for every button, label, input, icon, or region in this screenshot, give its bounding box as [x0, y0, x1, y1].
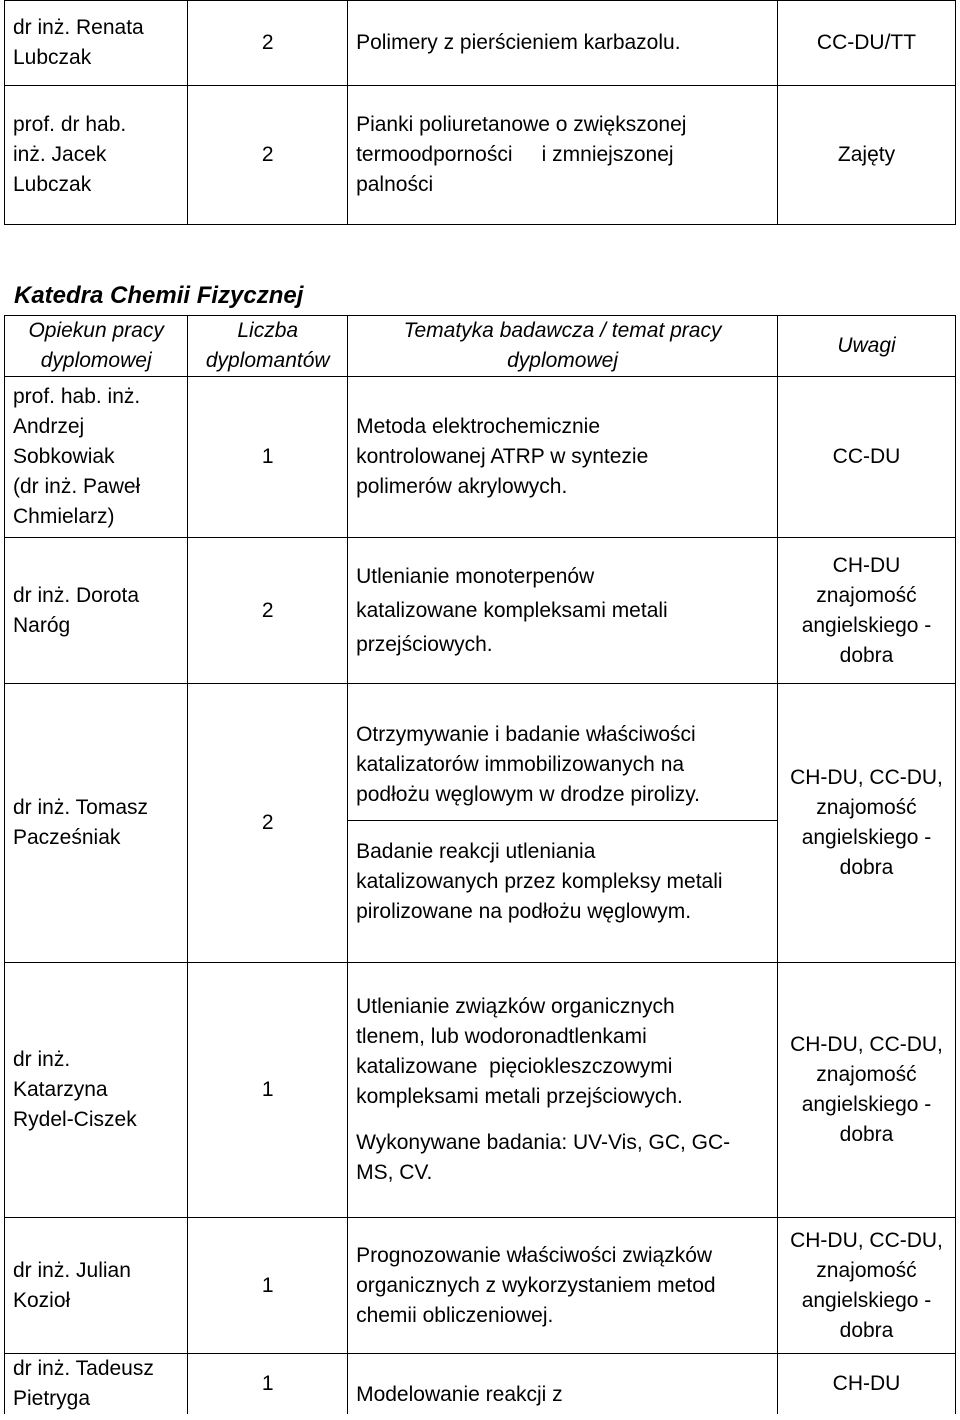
header-supervisor: Opiekun pracy dyplomowej: [5, 316, 188, 377]
topic-part-2: Badanie reakcji utleniania katalizowanych przez kompleksy metali pirolizowane na podłożu węglowym.: [356, 839, 723, 923]
topic-cell: Modelowanie reakcji z: [348, 1354, 778, 1415]
topic-cell: Prognozowanie właściwości związków organicznych z wykorzystaniem metod chemii obliczeniowej.: [348, 1218, 778, 1354]
table-row: [5, 1354, 956, 1415]
count-cell: 2: [188, 538, 348, 684]
supervisor-cell: dr inż. Tomasz Pacześniak: [5, 684, 188, 963]
table-row: [5, 1218, 956, 1354]
supervisor-cell: dr inż. Katarzyna Rydel-Ciszek: [5, 963, 188, 1218]
table-row: [5, 1, 956, 86]
main-table: [4, 315, 956, 1414]
header-notes: Uwagi: [778, 316, 956, 377]
section-title: Katedra Chemii Fizycznej: [14, 282, 304, 309]
notes-cell: CH-DU, CC-DU, znajomość angielskiego - dobra: [778, 684, 956, 963]
table-row: [5, 377, 956, 538]
notes-cell: CH-DU, CC-DU, znajomość angielskiego - dobra: [778, 963, 956, 1218]
count-cell: 2: [188, 1, 348, 86]
table-row: [5, 963, 956, 1218]
header-topic: Tematyka badawcza / temat pracy dyplomowej: [348, 316, 778, 377]
table-row: [5, 86, 956, 225]
supervisor-cell: dr inż. Tadeusz Pietryga: [5, 1354, 188, 1415]
supervisor-cell: prof. dr hab. inż. Jacek Lubczak: [5, 86, 188, 225]
header-row: [5, 316, 956, 377]
notes-cell: CH-DU, CC-DU, znajomość angielskiego - dobra: [778, 1218, 956, 1354]
notes-cell: CC-DU: [778, 377, 956, 538]
notes-cell: CC-DU/TT: [778, 1, 956, 86]
topic-cell: Utlenianie monoterpenów katalizowane kompleksami metali przejściowych.: [348, 538, 778, 684]
count-cell: 2: [188, 86, 348, 225]
header-count: Liczba dyplomantów: [188, 316, 348, 377]
topic-cell: Pianki poliuretanowe o zwiększonej termoodporności i zmniejszonej palności: [348, 86, 778, 225]
supervisor-cell: dr inż. Dorota Naróg: [5, 538, 188, 684]
count-cell: 1: [188, 1218, 348, 1354]
topic-cell: Utlenianie związków organicznych tlenem, lub wodoronadtlenkami katalizowane pięciokleszczowymi kompleksami metali przejściowych. Wykonywane badania: UV-Vis, GC, GC- MS, CV.: [348, 963, 778, 1218]
notes-cell: CH-DU znajomość angielskiego - dobra: [778, 538, 956, 684]
supervisor-cell: prof. hab. inż. Andrzej Sobkowiak (dr inż. Paweł Chmielarz): [5, 377, 188, 538]
count-cell: 1: [188, 1354, 348, 1415]
topic-cell: [348, 684, 778, 963]
table-row: [5, 684, 956, 963]
notes-cell: Zajęty: [778, 86, 956, 225]
table-row: [5, 538, 956, 684]
topic-part-1: Otrzymywanie i badanie właściwości katalizatorów immobilizowanych na podłożu węglowym w drodze pirolizy.: [348, 720, 777, 821]
topic-cell: Polimery z pierścieniem karbazolu.: [348, 1, 778, 86]
count-cell: 1: [188, 377, 348, 538]
notes-cell: CH-DU: [778, 1354, 956, 1415]
analysis-methods: Wykonywane badania: UV-Vis, GC, GC- MS, CV.: [356, 1131, 731, 1184]
count-cell: 2: [188, 684, 348, 963]
top-table: [4, 0, 956, 225]
topic-cell: Metoda elektrochemicznie kontrolowanej ATRP w syntezie polimerów akrylowych.: [348, 377, 778, 538]
supervisor-cell: dr inż. Julian Kozioł: [5, 1218, 188, 1354]
count-cell: 1: [188, 963, 348, 1218]
supervisor-cell: dr inż. Renata Lubczak: [5, 1, 188, 86]
